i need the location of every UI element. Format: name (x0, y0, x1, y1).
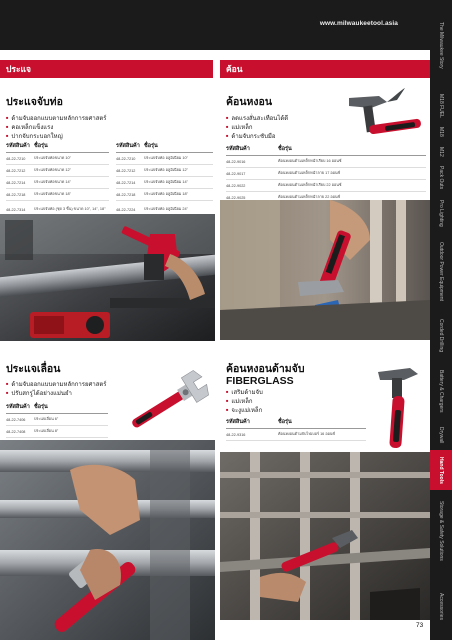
pipe-wrench-title: ประแจจับท่อ (6, 96, 63, 108)
tab-storage-safety[interactable]: Storage & Safety Solutions (438, 501, 444, 561)
feature-item: ■ แม่เหล็ก (226, 397, 263, 406)
table-row: 48-22-7210 ประแจจับท่อ อลูมิเนียม 10" (116, 153, 213, 165)
table-row: 48-22-7214 ประแจจับท่อ อลูมิเนียม 14" (116, 177, 213, 189)
table-row: 48-22-7212 ประแจจับท่อ อลูมิเนียม 12" (116, 165, 213, 177)
fiberglass-hammer-table (226, 418, 366, 441)
table-row: 48-22-7218 ประแจจับท่อ อลูมิเนียม 18" (116, 189, 213, 201)
page-number: 73 (416, 622, 424, 629)
feature-item: ■ ด้ามจับออกแบบตามหลักการยศาสตร์ (6, 380, 106, 389)
tab-accessories[interactable]: Accessories (438, 592, 444, 620)
table-header: รหัสสินค้า ชื่อรุ่น (116, 142, 213, 153)
hammer-title: ค้อนหงอน (226, 96, 273, 108)
feature-item: ■ จะงูแม่เหล็ก (226, 406, 263, 415)
table-row: 48-22-7212 ประแจจับท่อขนาด 12" (6, 165, 109, 177)
pipe-wrench-features (6, 114, 106, 141)
table-header: รหัสสินค้า ชื่อรุ่น (226, 418, 366, 429)
pipe-wrench-table-right (116, 142, 213, 220)
hammer-product-image (335, 84, 427, 144)
feature-item: ■ ปรับสกรูได้อย่างแม่นยำ (6, 389, 106, 398)
fiberglass-hammer-photo (220, 452, 430, 620)
tab-pro-lighting[interactable]: Pro Lighting (438, 199, 444, 227)
feature-item: ■ ด้ามจับกระชับมือ (226, 132, 288, 141)
tab-battery-chargers[interactable]: Battery & Chargers (438, 369, 444, 413)
adjustable-wrench-photo (0, 440, 215, 640)
table-row: 48-22-7224 ประแจจับท่อ อลูมิเนียม 24" (116, 201, 213, 220)
website-url[interactable]: www.milwaukeetool.asia (319, 20, 398, 27)
tab-corded-drilling[interactable]: Corded Drilling (438, 319, 444, 353)
tab-pack-outs[interactable]: Pack Outs (438, 166, 444, 190)
table-header: รหัสสินค้า ชื่อรุ่น (6, 403, 108, 414)
section-header-hammers: ค้อน (220, 60, 430, 78)
tab-outdoor-power[interactable]: Outdoor Power Equipment (438, 241, 444, 301)
adjustable-wrench-title: ประแจเลื่อน (6, 363, 61, 375)
section-header-wrenches: ประแจ (0, 60, 213, 78)
table-row: 48-22-7408 ประแจเลื่อน 8" (6, 426, 108, 438)
table-row: 48-22-7218 ประแจจับท่อขนาด 18" (6, 189, 109, 201)
table-row: 48-22-7214 ประแจจับท่อขนาด 14" (6, 177, 109, 189)
feature-item: ■ คอเหล็กแข็งแรง (6, 123, 106, 132)
feature-item: ■ ลดแรงสั่นสะเทือนได้ดี (226, 114, 288, 123)
pipe-wrench-table-left (6, 142, 109, 220)
pipe-wrench-photo (0, 214, 215, 341)
feature-item: ■ ปากจับกระบอกใหญ่ (6, 132, 106, 141)
feature-item: ■ แม่เหล็ก (226, 123, 288, 132)
fiberglass-hammer-features (226, 388, 263, 415)
hammer-photo (220, 200, 430, 340)
fiberglass-hammer-product-image (370, 362, 428, 454)
top-banner (0, 0, 430, 50)
hammer-table (226, 145, 426, 204)
table-row: 48-22-7406 ประแจเลื่อน 6" (6, 414, 108, 426)
table-row: 48-22-9025 ค้อนหงอนด้ามเหล็กหน้าลาย 22 ออนซ์ (226, 192, 426, 204)
tab-milwaukee-story[interactable]: The Milwaukee Story (438, 21, 444, 69)
tab-m18[interactable]: M18 (438, 127, 444, 137)
tab-m18-fuel[interactable]: M18 FUEL (438, 94, 444, 118)
table-row: 48-22-9016 ค้อนหงอนด้ามเหล็กหน้าเรียบ 16 ออนซ์ (226, 156, 426, 168)
table-row: 48-22-9316 ค้อนหงอนด้ามจับไฟเบอร์ 16 ออนซ์ (226, 429, 366, 441)
table-header: รหัสสินค้า ชื่อรุ่น (6, 142, 109, 153)
tab-drywall[interactable]: Drywall (438, 426, 444, 444)
adjustable-wrench-product-image (108, 362, 215, 448)
table-row: 48-22-9022 ค้อนหงอนด้ามเหล็กหน้าเรียบ 22 ออนซ์ (226, 180, 426, 192)
table-row: 48-22-7314 ประแจจับท่อ (ชุด 3 ชิ้น) ขนาด 10", 14", 18" (6, 201, 109, 220)
feature-item: ■ เสริมด้ามจับ (226, 388, 263, 397)
tab-m12[interactable]: M12 (438, 147, 444, 157)
category-sidebar (430, 0, 452, 640)
table-row: 48-22-9017 ค้อนหงอนด้ามเหล็กหน้าลาย 17 ออนซ์ (226, 168, 426, 180)
hammer-features (226, 114, 288, 141)
table-header: รหัสสินค้า ชื่อรุ่น (226, 145, 426, 156)
table-row: 48-22-7210 ประแจจับท่อขนาด 10" (6, 153, 109, 165)
adjustable-wrench-features (6, 380, 106, 398)
fiberglass-hammer-title: ค้อนหงอนด้ามจับ FIBERGLASS (226, 363, 305, 387)
tab-hand-tools[interactable]: Hand Tools (430, 450, 452, 490)
feature-item: ■ ด้ามจับออกแบบตามหลักการยศาสตร์ (6, 114, 106, 123)
